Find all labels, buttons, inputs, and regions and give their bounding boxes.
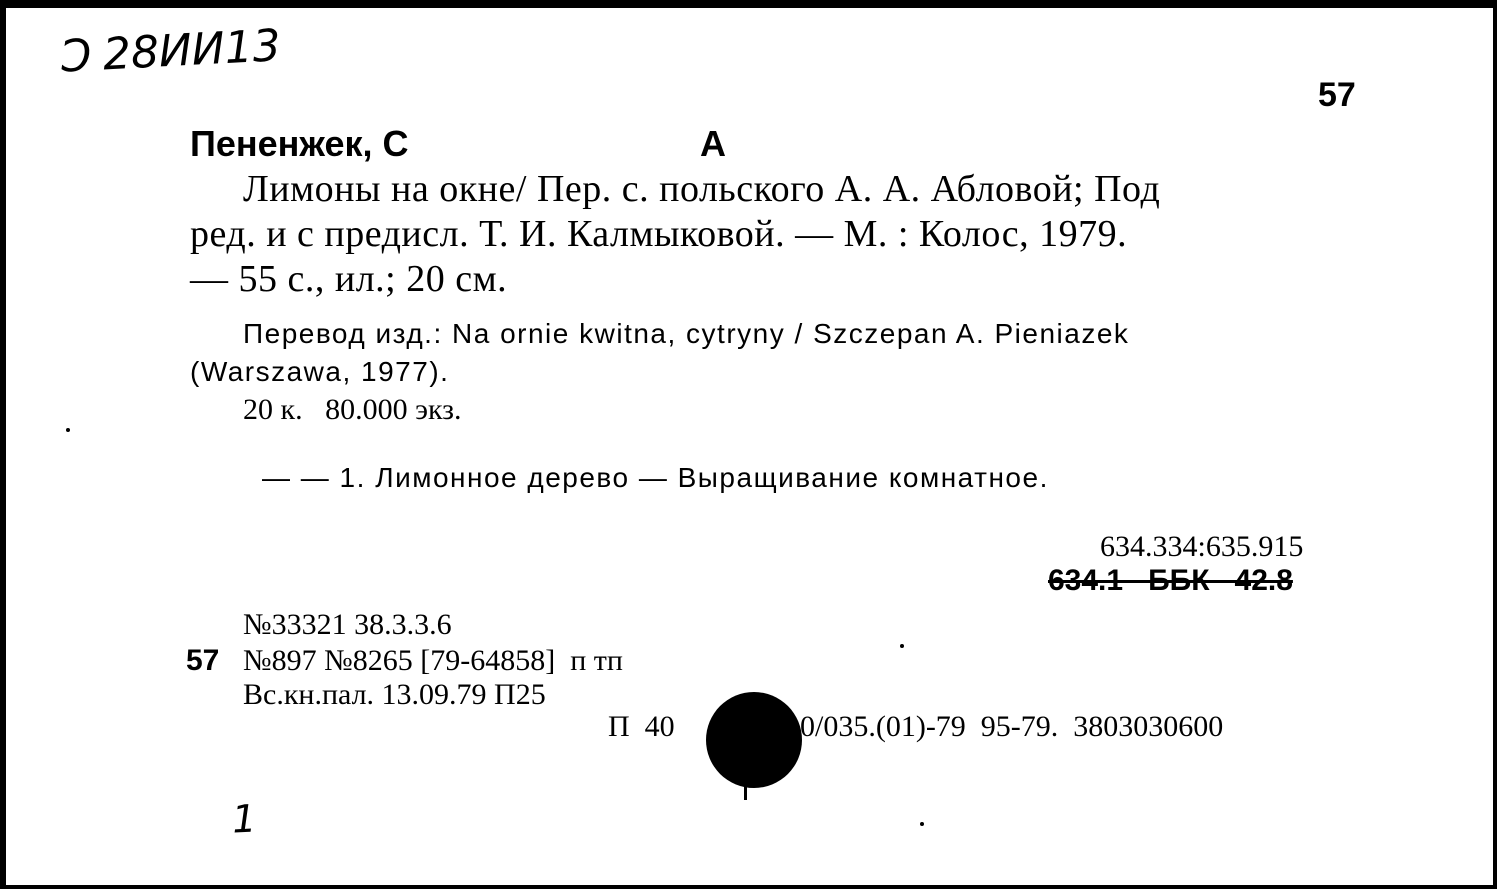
title-line-3: — 55 с., ил.; 20 см. <box>190 258 508 300</box>
title-line-1: Лимоны на окне/ Пер. с. польского А. А. Абловой; Под <box>243 168 1161 210</box>
page-number: 57 <box>1318 76 1356 114</box>
code-suffix: 0/035.(01)-79 95-79. 3803030600 <box>800 710 1224 743</box>
card-bottom-edge <box>0 885 1497 889</box>
reg-line-1: №33321 38.3.3.6 <box>243 608 452 641</box>
card-right-edge <box>1493 0 1497 889</box>
speck <box>900 644 904 648</box>
bbk-code: 634.1 ББК 42.8 <box>1048 564 1293 597</box>
reg-line-2: №897 №8265 [79-64858] п тп <box>243 644 623 677</box>
author-initial: А <box>700 123 726 164</box>
reg-prefix: 57 <box>186 644 220 677</box>
card-top-edge <box>0 0 1497 8</box>
speck <box>66 428 70 432</box>
code-prefix: П 40 <box>608 710 675 743</box>
author-heading: Пененжек, С <box>190 123 409 164</box>
title-line-2: ред. и с предисл. Т. И. Калмыковой. — М. : Колос, 1979. <box>190 213 1128 255</box>
translation-line-2: (Warszawa, 1977). <box>190 356 450 387</box>
handwritten-number: Ɔ 28ИИ13 <box>56 20 282 83</box>
translation-line-1: Перевод изд.: Na ornie kwitna, cytryny / Szczepan A. Pieniazek <box>243 318 1130 349</box>
price-line: 20 к. 80.000 экз. <box>243 393 462 426</box>
subject-heading: — — 1. Лимонное дерево — Выращивание комнатное. <box>262 462 1049 493</box>
speck <box>920 822 924 826</box>
punch-hole-blot <box>706 692 802 788</box>
reg-line-3: Вс.кн.пал. 13.09.79 П25 <box>243 678 546 711</box>
udk-code: 634.334:635.915 <box>1100 530 1304 563</box>
blot-tail <box>744 784 747 800</box>
handwritten-mark: 1 <box>230 796 258 842</box>
card-left-edge <box>0 0 6 889</box>
